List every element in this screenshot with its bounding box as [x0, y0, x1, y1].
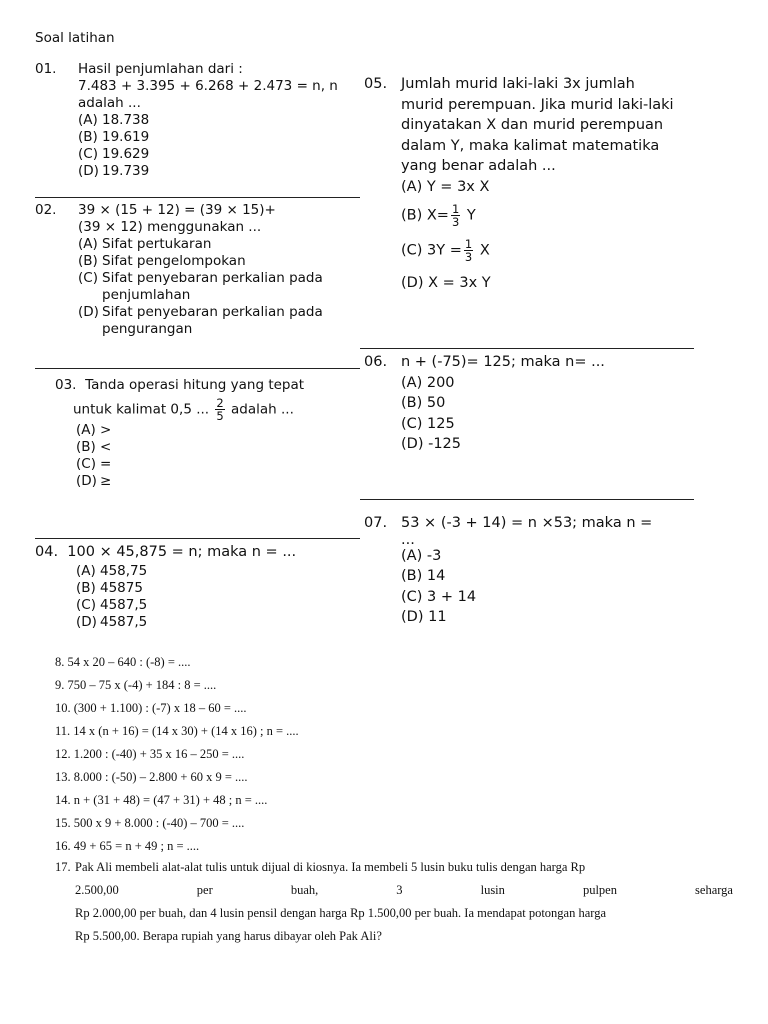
divider	[35, 368, 360, 369]
question-02	[35, 202, 355, 338]
question-number: 02.	[35, 202, 57, 218]
option-d: (D) 11	[401, 609, 447, 625]
option-d: (D) -125	[401, 436, 461, 452]
question-text: n + (-75)= 125; maka n= ...	[401, 354, 605, 370]
item-15: 15. 500 x 9 + 8.000 : (-40) – 700 = ....	[55, 816, 245, 830]
question-07	[364, 513, 704, 628]
divider	[35, 197, 360, 198]
item-17-line1: Pak Ali membeli alat-alat tulis untuk dijual di kiosnya. Ia membeli 5 lusin buku tulis dengan harga Rp	[75, 860, 586, 874]
option-b: (B) Sifat pengelompokan	[78, 253, 246, 269]
question-text: Jumlah murid laki-laki 3x jumlah	[401, 76, 635, 92]
option-c: (C) 125	[401, 415, 455, 432]
question-number: 05.	[364, 76, 388, 92]
option-c: (C) Sifat penyebaran perkalian pada	[78, 270, 323, 286]
question-text: murid perempuan. Jika murid laki-laki	[401, 96, 674, 113]
question-text: dinyatakan X dan murid perempuan	[401, 117, 664, 133]
question-text: (39 × 12) menggunakan ...	[78, 219, 262, 235]
question-text: 7.483 + 3.395 + 6.268 + 2.473 = n, n	[78, 78, 338, 94]
question-text: 39 × (15 + 12) = (39 × 15)+	[78, 202, 276, 218]
divider	[360, 348, 694, 349]
question-text: Tanda operasi hitung yang tepat	[85, 377, 305, 393]
option-c: (C) =	[76, 456, 112, 472]
option-c-cont: penjumlahan	[102, 287, 191, 303]
question-04	[35, 542, 365, 631]
item-16: 16. 49 + 65 = n + 49 ; n = ....	[55, 839, 200, 853]
question-text: dalam Y, maka kalimat matematika	[401, 137, 660, 154]
option-c: (C) 3Y = $\frac{1}{3}$ X	[401, 237, 490, 264]
page-title: Soal latihan	[35, 30, 115, 46]
option-c: (C) 19.629	[78, 146, 150, 162]
question-text: adalah ...	[78, 95, 141, 111]
question-01	[35, 61, 355, 180]
divider	[35, 538, 360, 539]
option-c: (C) 3 + 14	[401, 588, 477, 605]
question-03	[35, 377, 355, 490]
option-d-cont: pengurangan	[102, 321, 193, 337]
option-b: (B) <	[76, 439, 112, 455]
question-05	[364, 74, 704, 294]
item-17-line2: 2.500,00 per buah, 3 lusin pulpen seharga	[75, 883, 733, 897]
question-number: 03.	[55, 377, 77, 393]
item-8: 8. 54 x 20 – 640 : (-8) = ....	[55, 655, 191, 669]
option-a: (A) 458,75	[76, 562, 148, 579]
option-b: (B) 45875	[76, 579, 143, 596]
option-b: (B) 50	[401, 395, 446, 411]
option-b: (B) 14	[401, 568, 446, 584]
divider	[360, 499, 694, 500]
option-d: (D) ≥	[76, 473, 112, 489]
item-13: 13. 8.000 : (-50) – 2.800 + 60 x 9 = ....	[55, 770, 248, 784]
item-10: 10. (300 + 1.100) : (-7) x 18 – 60 = ....	[55, 701, 247, 715]
question-text-line2: untuk kalimat 0,5 ... $\frac{2}{5}$ adalah ...	[73, 396, 294, 423]
question-text-cont: ...	[401, 531, 415, 548]
question-text: Hasil penjumlahan dari :	[78, 61, 243, 77]
item-9: 9. 750 – 75 x (-4) + 184 : 8 = ....	[55, 678, 217, 692]
option-a: (A) 200	[401, 374, 455, 391]
item-12: 12. 1.200 : (-40) + 35 x 16 – 250 = ....	[55, 747, 245, 761]
fraction: $\frac{2}{5}$	[216, 396, 224, 423]
option-a: (A) -3	[401, 547, 442, 564]
question-text: 53 × (-3 + 14) = n ×53; maka n =	[401, 515, 653, 531]
option-a: (A) Y = 3x X	[401, 178, 490, 195]
option-d: (D) Sifat penyebaran perkalian pada	[78, 304, 323, 320]
question-06	[364, 352, 704, 455]
question-number: 01.	[35, 61, 57, 77]
option-c: (C) 4587,5	[76, 596, 148, 613]
option-b: (B) 19.619	[78, 129, 150, 145]
item-17-line4: Rp 5.500,00. Berapa rupiah yang harus dibayar oleh Pak Ali?	[75, 929, 382, 943]
question-number: 07.	[364, 515, 388, 531]
item-17-number: 17.	[55, 860, 71, 874]
item-14: 14. n + (31 + 48) = (47 + 31) + 48 ; n = ....	[55, 793, 268, 807]
option-b: (B) X= $\frac{1}{3}$ Y	[401, 202, 476, 229]
option-a: (A) Sifat pertukaran	[78, 236, 212, 252]
option-a: (A) >	[76, 422, 112, 438]
item-11: 11. 14 x (n + 16) = (14 x 30) + (14 x 16) ; n = ....	[55, 724, 299, 738]
question-text: 04. 100 × 45,875 = n; maka n = ...	[35, 544, 297, 560]
item-17-line3: Rp 2.000,00 per buah, dan 4 lusin pensil dengan harga Rp 1.500,00 per buah. Ia mendapat potongan harga	[75, 906, 607, 920]
option-d: (D) X = 3x Y	[401, 275, 491, 291]
option-d: (D) 19.739	[78, 163, 150, 179]
question-number: 06.	[364, 354, 388, 370]
question-text: yang benar adalah ...	[401, 158, 556, 174]
option-a: (A) 18.738	[78, 112, 150, 128]
option-d: (D) 4587,5	[76, 613, 148, 630]
